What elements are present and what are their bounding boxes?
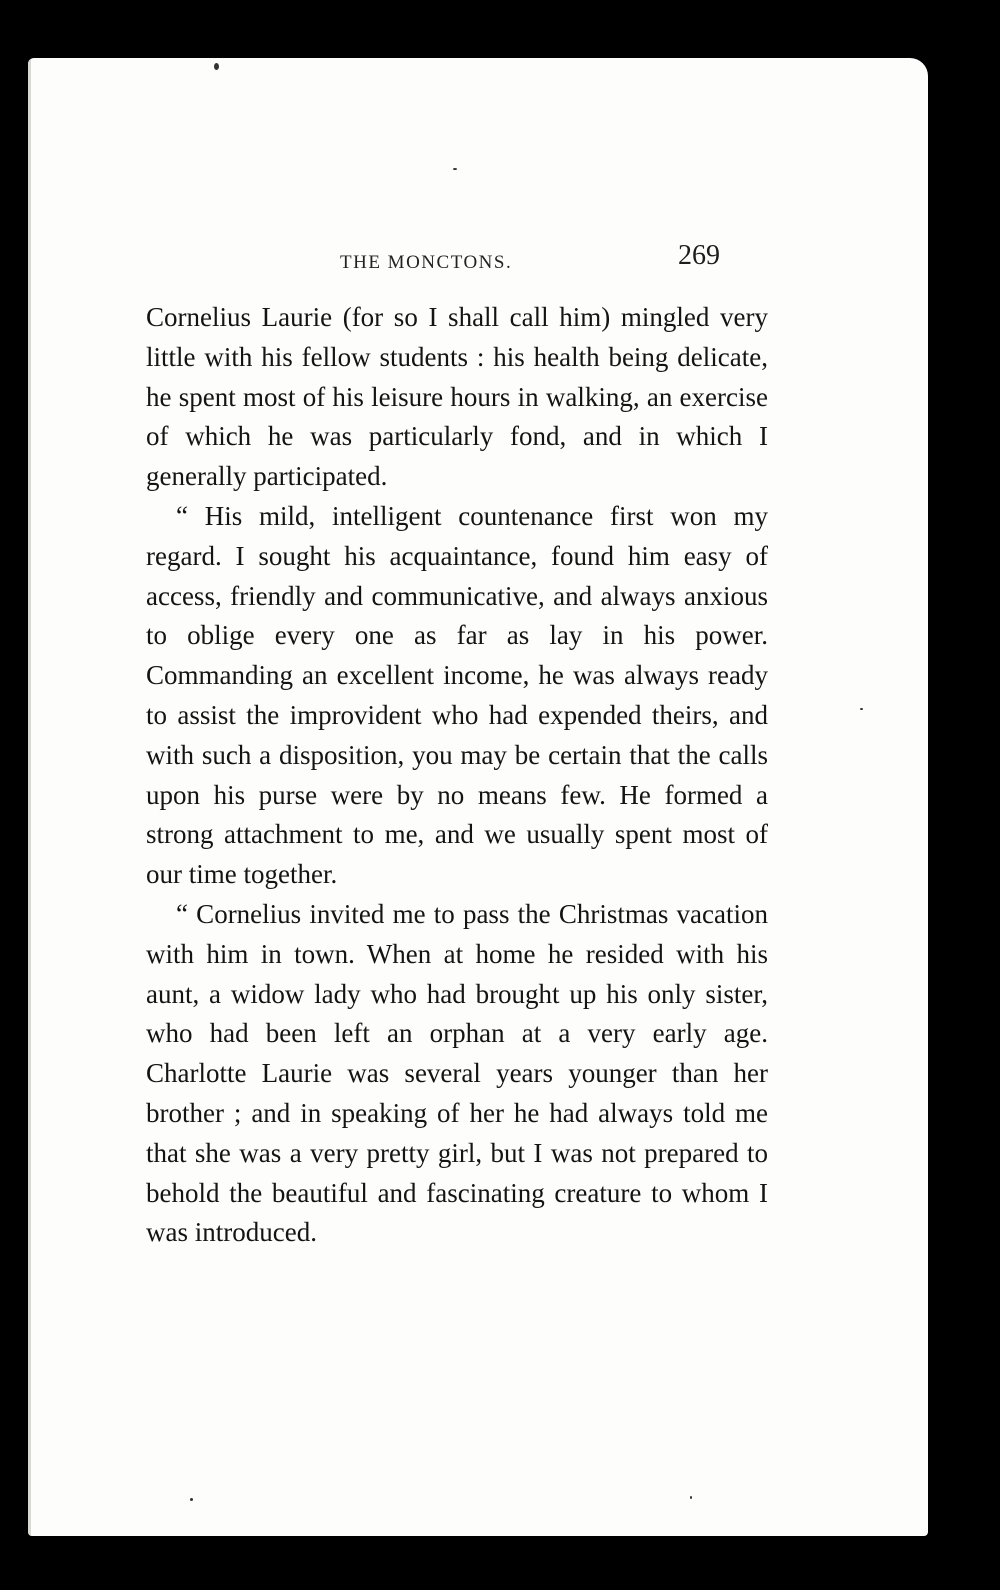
- page-header: [340, 240, 760, 280]
- page-edge: [28, 58, 31, 1536]
- page-number: 269: [678, 240, 720, 271]
- body-text: [146, 298, 768, 1253]
- running-title: THE MONCTONS.: [340, 252, 513, 273]
- ink-speck: [214, 63, 219, 70]
- ink-speck: [190, 1498, 193, 1501]
- ink-speck: [453, 168, 457, 170]
- ink-speck: [690, 1496, 692, 1499]
- paragraph-3: “ Cornelius invited me to pass the Christmas vacation with him in town. When at home he resided with his aunt, a widow lady who had brought up his only sister, who had been left an orphan at a very early age. Charlotte Laurie was several years younger than her brother ; and in speaking of her he had always told me that she was a very pretty girl, but I was not prepared to behold the beautiful and fascinating creature to whom I was introduced.: [146, 898, 768, 1248]
- book-page: [28, 58, 928, 1536]
- paragraph-1: Cornelius Laurie (for so I shall call him) mingled very little with his fellow students : his health being delicate, he spent most of his leisure hours in walking, an exercise of which he was particularly fond, and in which I generally participated.: [146, 302, 768, 492]
- paragraph-2: “ His mild, intelligent countenance first won my regard. I sought his acquaintance, found him easy of access, friendly and communicative, and always anxious to oblige every one as far as lay in his power. Commanding an excellent income, he was always ready to assist the improvident who had expended theirs, and with such a disposition, you may be certain that the calls upon his purse were by no means few. He formed a strong attachment to me, and we usually spent most of our time together.: [146, 500, 768, 890]
- ink-speck: [860, 708, 863, 710]
